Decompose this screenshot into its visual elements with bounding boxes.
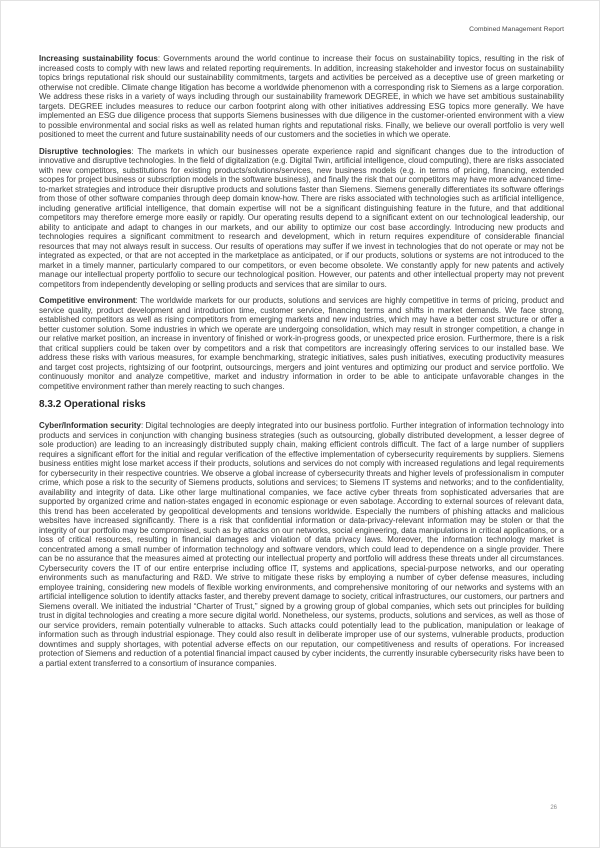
paragraph-cyber-information-security (39, 421, 564, 668)
paragraph-label-competitive-environment: Competitive environment (39, 296, 136, 305)
paragraph-label-increasing-sustainability-focus: Increasing sustainability focus (39, 54, 158, 63)
paragraph-text-cyber-information-security: : Digital technologies are deeply integrated into our business portfolio. Further integration of information technology into products and services in conjunction with changing business strategies (such as outsourcing, globally distributed development, a lesser degree of sole production) are leading to an increasingly distributed supply chain, making efficient controls difficult. The fact of a large number of suppliers requires a significant effort for the initial and regular verification of the effective implementation of cybersecurity requirements by suppliers. Siemens business entities might lose market access if their products, solutions and services do not comply with increased regulations and legal requirements for cybersecurity in their respective countries. We observe a global increase of cybersecurity threats and higher levels of professionalism in computer crime, which pose a risk to the security of Siemens products, solutions and services; to Siemens IT systems and networks; and to the confidentiality, availability and integrity of data. Like other large multinational companies, we face active cyber threats from sophisticated adversaries that are supported by organized crime and nation-states engaged in economic espionage or even sabotage. According to external sources of relevant data, this trend has been accelerated by geopolitical developments and tensions worldwide. Especially the numbers of phishing attacks and malicious websites have increased significantly. There is a risk that confidential information or data-privacy-relevant information may be stolen or that the integrity of our portfolio may be compromised, such as by attacks on our networks, social engineering, data manipulations in critical applications, or a loss of critical resources, resulting in financial damages and violation of data privacy laws. Moreover, the information technology market is concentrated among a small number of information technology and software vendors, which could lead to dependence on a single provider. There can be no assurance that the measures aimed at protecting our intellectual property and portfolio will address these threats under all circumstances. Cybersecurity covers the IT of our entire enterprise including office IT, systems and applications, special-purpose networks, and our operating environments such as manufacturing and R&D. We strive to mitigate these risks by employing a number of cyber defense measures, including employee training, considering new models of flexible working environments, and comprehensive monitoring of our networks and systems with an artificial intelligence solution to identify attacks faster, and thereby prevent damage to society, critical infrastructures, our customers, our partners and Siemens overall. We initiated the industrial “Charter of Trust,” signed by a growing group of global companies, which sets out principles for building trust in digital technologies and creating a more secure digital world. Nonetheless, our systems, products, solutions and services, as well as those of our service providers, remain potentially vulnerable to attacks. Such attacks could potentially lead to the publication, manipulation or leakage of information such as through industrial espionage. They could also result in deliberate improper use of our systems, vulnerable products, production downtimes and supply shortages, with potential adverse effects on our reputation, our competitiveness and results of operations. For increased protection of Siemens and reduction of a potential financial impact caused by cyber incidents, the currently insurable cybersecurity risks have been to a partial extent transferred to a consortium of insurance companies. (39, 421, 564, 668)
paragraph-label-disruptive-technologies: Disruptive technologies (39, 146, 132, 156)
paragraph-label-cyber-information-security: Cyber/Information security (39, 421, 141, 430)
paragraph-text-increasing-sustainability-focus: : Governments around the world continue to increase their focus on sustainability topics, resulting in the risk of increased costs to comply with new laws and related reporting requirements. In addition, increasing stakeholder and investor focus on sustainability topics brings reputational risk should our sustainability commitments, targets and activities be perceived as a deceptive use of green marketing or otherwise not credible. Climate change litigation has become a worldwide phenomenon with a corresponding risk to Siemens as a large corporation. We address these risks in a variety of ways including through our sustainability framework DEGREE, in which we have set ambitious sustainability targets. DEGREE includes measures to reduce our carbon footprint along with other initiatives addressing ESG topics more generally. We have implemented an ESG due diligence process that supports Siemens businesses with due diligence in the customer-oriented environment with a view to possible environmental and social risks as well as related human rights and reputational risks. Finally, we believe our overall portfolio is very well positioned to meet the current and future sustainability needs of our customers and the societies in which we operate. (39, 54, 564, 139)
paragraph-increasing-sustainability-focus (39, 54, 564, 140)
paragraph-competitive-environment (39, 296, 564, 391)
paragraph-text-competitive-environment: : The worldwide markets for our products, solutions and services are highly competitive in terms of pricing, product and service quality, product development and introduction time, customer service, financing terms and shifts in market demands. We face strong, established competitors as well as rising competitors from emerging markets and new industries, which may have a better cost structure or offer a better customer solution. Some industries in which we operate are undergoing consolidation, which may result in stronger competition, a change in our relative market position, an increase in inventory of finished or work-in-progress goods, or unexpected price erosion. Furthermore, there is a risk that critical suppliers could be taken over by competitors and a risk that competitors are increasingly offering services to our installed base. We address these risks with various measures, for example benchmarking, strategic initiatives, sales push initiatives, executing productivity measures and target cost projects, rightsizing of our footprint, outsourcings, mergers and joint ventures and optimizing our product and service portfolio. We continuously monitor and analyze competitive, market and industry information in order to be able to anticipate unfavorable changes in the competitive environment rather than merely reacting to such changes. (39, 296, 564, 391)
paragraph-disruptive-technologies (39, 147, 564, 290)
section-heading-operational-risks: 8.3.2 Operational risks (39, 399, 146, 410)
page-header (39, 26, 564, 33)
running-header-title: Combined Management Report (469, 26, 564, 33)
page-body (39, 54, 564, 675)
page-footer (550, 805, 557, 811)
paragraph-text-disruptive-technologies: : The markets in which our businesses operate experience rapid and significant changes due to the introduction of innovative and disruptive technologies. In the field of digitalization (e.g. Digital Twin, artificial intelligence, cloud computing), there are risks associated with new competitors, substitutions for existing products/solutions/services, new business models (e.g. in terms of pricing, financing, extended scopes for project business or subscription models in the software business), and finally the risk that our competitors may have more advanced time-to-market strategies and introduce their disruptive products and solutions faster than Siemens. Siemens generally differentiates its software offerings from those of other software companies through deep domain know-how. There are risks associated with technologies such as artificial intelligence, including generative artificial intelligence, that domain expertise will not be a significant distinguishing feature in the future, and that additional competitors may therefore emerge more easily or rapidly. Our operating results depend to a significant extent on our technological leadership, our ability to anticipate and adapt to changes in our markets, and our ability to optimize our cost base accordingly. Introducing new products and technologies requires a significant commitment to research and development, which in return requires expenditure of considerable financial resources that may not always result in success. Our results of operations may suffer if we invest in technologies that do not operate or may not be integrated as expected, or that are not accepted in the marketplace as anticipated, or if our products, solutions or systems are not introduced to the market in a timely manner, particularly compared to our competitors, or even become obsolete. We constantly apply for new patents and actively manage our intellectual property portfolio to secure our technological position. However, our patents and other intellectual property may not prevent competitors from independently developing or selling products and services that are similar to ours. (39, 146, 564, 289)
page-number: 26 (550, 805, 557, 811)
